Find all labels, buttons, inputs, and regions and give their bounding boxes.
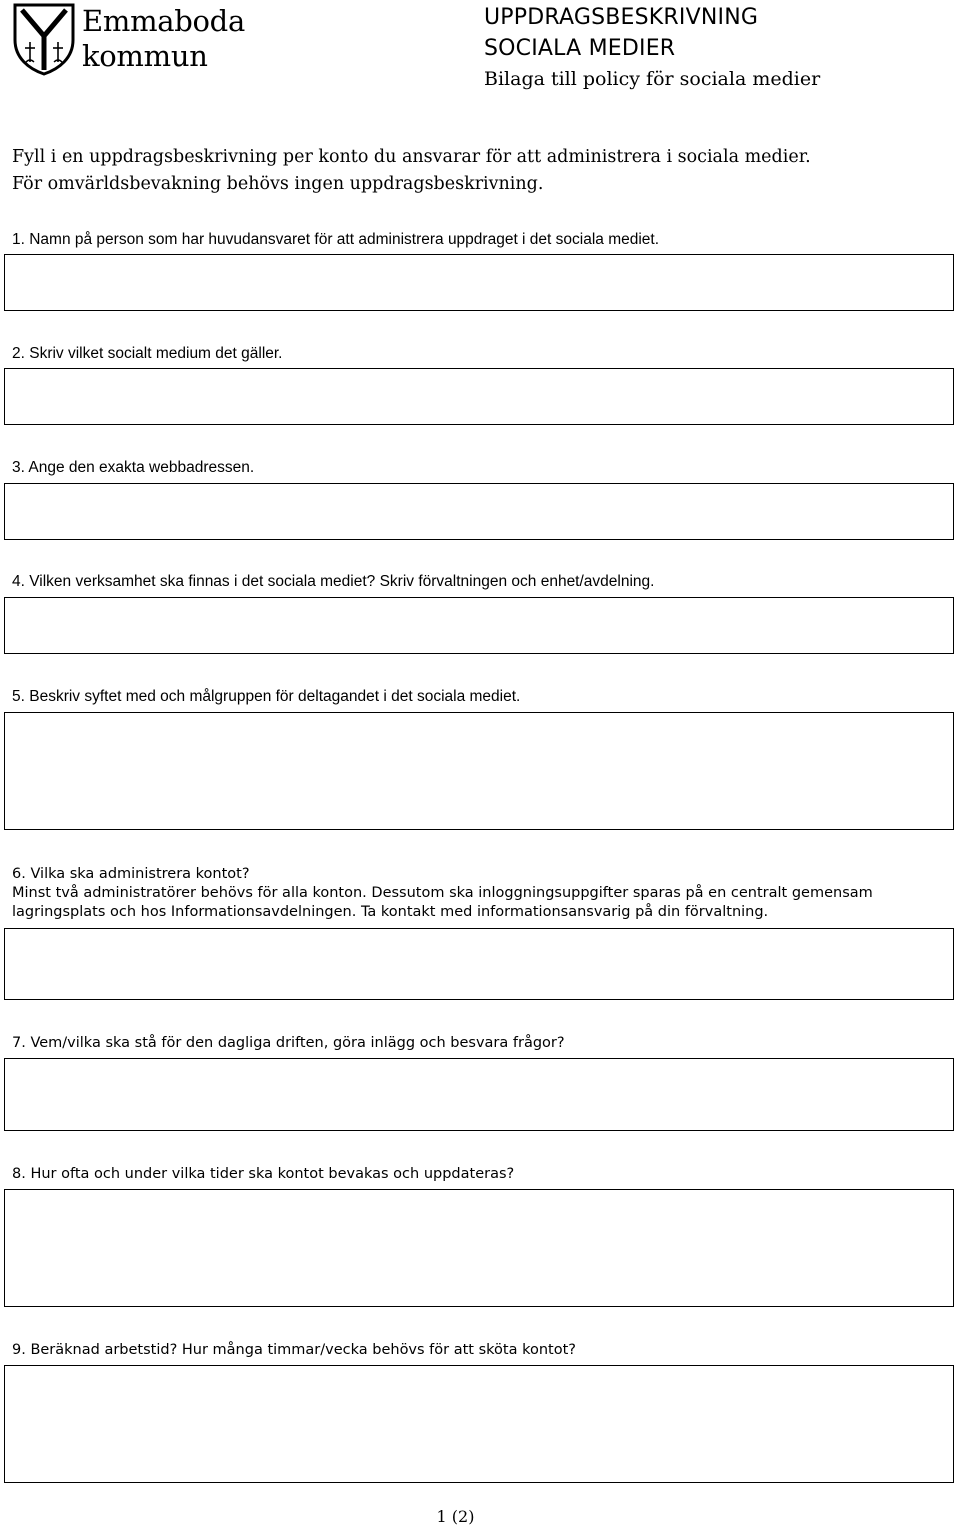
document-title-line2: SOCIALA MEDIER bbox=[484, 36, 676, 61]
question-9-label: 9. Beräknad arbetstid? Hur många timmar/vecka behövs för att sköta kontot? bbox=[12, 1342, 576, 1358]
question-5-answer-field[interactable] bbox=[4, 712, 954, 830]
question-6-label: 6. Vilka ska administrera kontot? bbox=[12, 866, 250, 882]
question-4-answer-field[interactable] bbox=[4, 597, 954, 654]
question-7-label: 7. Vem/vilka ska stå för den dagliga driften, göra inlägg och besvara frågor? bbox=[12, 1035, 565, 1051]
intro-text-line1: Fyll i en uppdragsbeskrivning per konto du ansvarar för att administrera i sociala medier. bbox=[12, 147, 811, 167]
question-7-answer-field[interactable] bbox=[4, 1058, 954, 1131]
question-1-answer-field[interactable] bbox=[4, 254, 954, 311]
question-2-answer-field[interactable] bbox=[4, 368, 954, 425]
question-3-answer-field[interactable] bbox=[4, 483, 954, 540]
question-8-label: 8. Hur ofta och under vilka tider ska kontot bevakas och uppdateras? bbox=[12, 1166, 515, 1182]
document-subtitle: Bilaga till policy för sociala medier bbox=[484, 68, 821, 90]
org-name-line2: kommun bbox=[82, 39, 208, 73]
page-number: 1 (2) bbox=[436, 1507, 475, 1526]
question-2-label: 2. Skriv vilket socialt medium det gäller. bbox=[12, 345, 283, 362]
document-title-line1: UPPDRAGSBESKRIVNING bbox=[484, 5, 759, 30]
question-9-answer-field[interactable] bbox=[4, 1365, 954, 1483]
coat-of-arms-icon bbox=[12, 2, 76, 76]
question-4-label: 4. Vilken verksamhet ska finnas i det sociala mediet? Skriv förvaltningen och enhet/avdelning. bbox=[12, 573, 655, 590]
question-6-answer-field[interactable] bbox=[4, 928, 954, 1000]
question-3-label: 3. Ange den exakta webbadressen. bbox=[12, 459, 255, 476]
intro-text-line2: För omvärldsbevakning behövs ingen uppdragsbeskrivning. bbox=[12, 174, 544, 194]
question-6-note-line2: lagringsplats och hos Informationsavdelningen. Ta kontakt med informationsansvarig på din förvaltning. bbox=[12, 904, 769, 920]
question-8-answer-field[interactable] bbox=[4, 1189, 954, 1307]
question-5-label: 5. Beskriv syftet med och målgruppen för deltagandet i det sociala mediet. bbox=[12, 688, 521, 705]
org-name-line1: Emmaboda bbox=[82, 4, 245, 38]
question-1-label: 1. Namn på person som har huvudansvaret för att administrera uppdraget i det sociala mediet. bbox=[12, 231, 660, 248]
question-6-note-line1: Minst två administratörer behövs för alla konton. Dessutom ska inloggningsuppgifter sparas på en centralt gemensam bbox=[12, 885, 873, 901]
